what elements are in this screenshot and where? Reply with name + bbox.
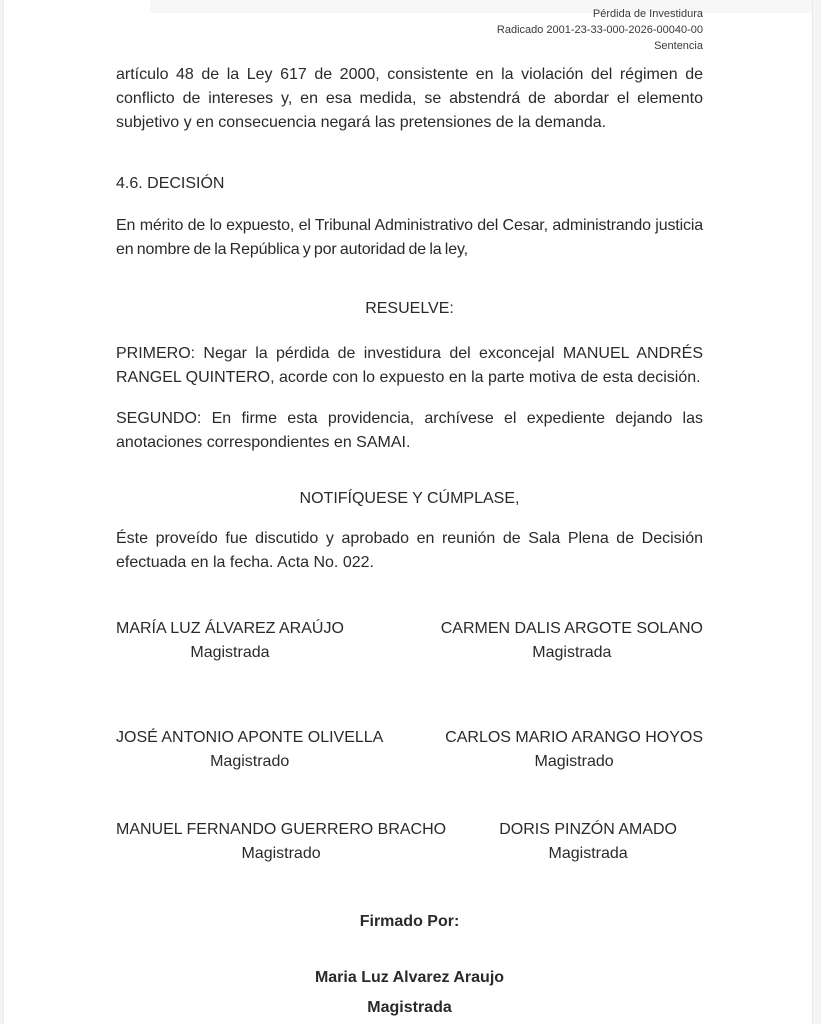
magistrate-name: CARLOS MARIO ARANGO HOYOS bbox=[445, 729, 703, 746]
magistrate-name: DORIS PINZÓN AMADO bbox=[499, 821, 677, 838]
header-docket-number: Radicado 2001-23-33-000-2026-00040-00 bbox=[496, 24, 703, 36]
paragraph-articulo-48: artículo 48 de la Ley 617 de 2000, consistente en la violación del régimen de conflicto de intereses y, en esa medida, se abstendrá de abordar el elemento subjetivo y en consecuencia negará las pretensiones de la demanda. bbox=[116, 66, 703, 131]
magistrate-role: Magistrada bbox=[532, 644, 612, 661]
magistrate-name: MANUEL FERNANDO GUERRERO BRACHO bbox=[116, 821, 447, 838]
paragraph-acta: Éste proveído fue discutido y aprobado en reunión de Sala Plena de Decisión efectuada en la fecha. Acta No. 022. bbox=[116, 530, 703, 571]
document-header bbox=[116, 6, 703, 54]
magistrate-name: CARMEN DALIS ARGOTE SOLANO bbox=[440, 620, 703, 637]
signature-block-alvarez-araujo bbox=[116, 617, 344, 665]
magistrate-name: JOSÉ ANTONIO APONTE OLIVELLA bbox=[116, 729, 384, 746]
magistrate-role: Magistrada bbox=[548, 845, 628, 862]
signature-block-arango-hoyos bbox=[445, 726, 703, 774]
signature-row-3 bbox=[116, 818, 703, 866]
signature-block-aponte-olivella bbox=[116, 726, 383, 774]
magistrate-role: Magistrado bbox=[210, 753, 290, 770]
magistrate-role: Magistrada bbox=[190, 644, 270, 661]
signed-by-role: Magistrada bbox=[367, 999, 452, 1016]
signature-row-1 bbox=[116, 617, 703, 665]
signed-by-label: Firmado Por: bbox=[359, 913, 460, 930]
signature-block-pinzon-amado bbox=[499, 818, 703, 866]
header-document-type: Sentencia bbox=[654, 40, 703, 52]
signature-row-2 bbox=[116, 726, 703, 774]
paragraph-segundo: SEGUNDO: En firme esta providencia, archívese el expediente dejando las anotaciones correspondientes en SAMAI. bbox=[116, 410, 703, 451]
signed-by-name: Maria Luz Alvarez Araujo bbox=[314, 969, 505, 986]
heading-resuelve: RESUELVE: bbox=[365, 300, 454, 317]
magistrate-name: MARÍA LUZ ÁLVAREZ ARAÚJO bbox=[116, 620, 344, 637]
paragraph-en-merito: En mérito de lo expuesto, el Tribunal Administrativo del Cesar, administrando justicia en nombre de la República y por autoridad de la ley, bbox=[116, 217, 703, 258]
signature-block-argote-solano bbox=[441, 617, 703, 665]
signature-block-guerrero-bracho bbox=[116, 818, 446, 866]
heading-notifiquese-cumplase: NOTIFÍQUESE Y CÚMPLASE, bbox=[299, 490, 520, 507]
section-heading-decision: 4.6. DECISIÓN bbox=[116, 175, 225, 192]
paragraph-primero: PRIMERO: Negar la pérdida de investidura del exconcejal MANUEL ANDRÉS RANGEL QUINTERO, acorde con lo expuesto en la parte motiva de esta decisión. bbox=[116, 345, 703, 386]
magistrate-role: Magistrado bbox=[241, 845, 321, 862]
magistrate-role: Magistrado bbox=[534, 753, 614, 770]
header-case-type: Pérdida de Investidura bbox=[592, 8, 703, 20]
